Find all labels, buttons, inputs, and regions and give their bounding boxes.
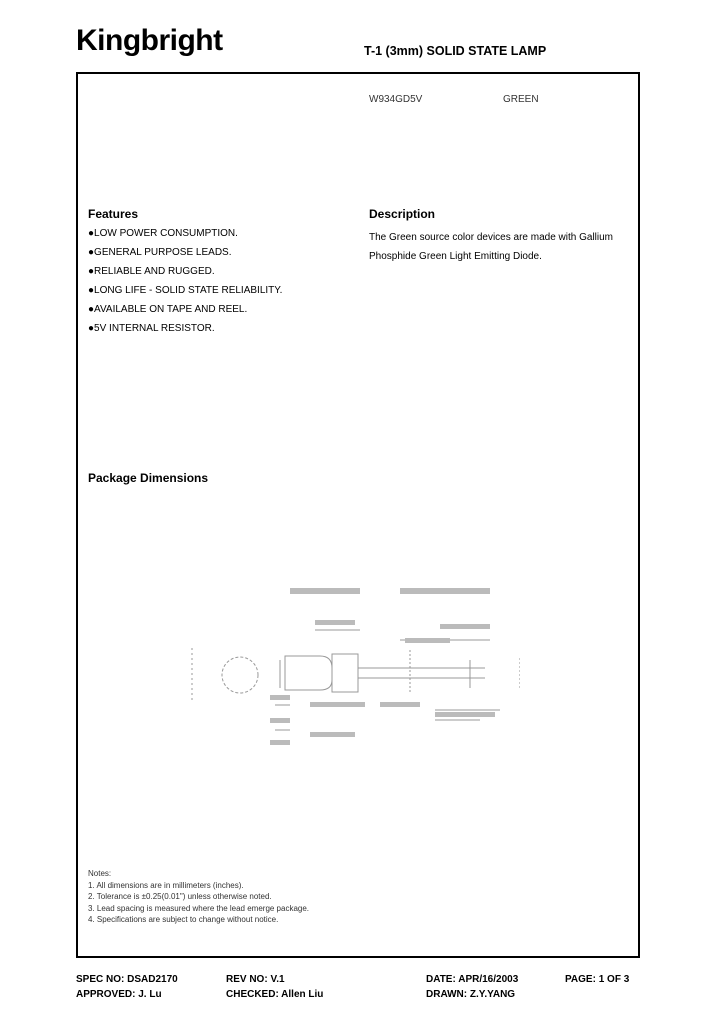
revision-number: REV NO: V.1 [226,974,285,985]
package-dimensions-heading: Package Dimensions [88,471,209,485]
package-dimension-drawing [180,580,520,760]
features-heading: Features [88,207,139,221]
document-title: T-1 (3mm) SOLID STATE LAMP [364,44,547,58]
notes [88,868,309,926]
list-item: ●5V INTERNAL RESISTOR. [88,323,215,334]
description-text: The Green source color devices are made with Gallium Phosphide Green Light Emitting Diode. [369,232,613,262]
kingbright-logo: Kingbright [76,24,223,57]
part-number: W934GD5V [369,94,423,105]
list-item: ●LONG LIFE - SOLID STATE RELIABILITY. [88,285,283,296]
note-item: 2. Tolerance is ±0.25(0.01") unless otherwise noted. [88,892,272,901]
approved-by: APPROVED: J. Lu [76,989,162,1000]
description-heading: Description [369,207,436,221]
emitting-color: GREEN [503,94,539,105]
spec-number: SPEC NO: DSAD2170 [76,974,178,985]
note-item: 4. Specifications are subject to change without notice. [88,915,279,924]
content-frame [76,72,640,958]
list-item: ●GENERAL PURPOSE LEADS. [88,247,232,258]
list-item: ●AVAILABLE ON TAPE AND REEL. [88,304,248,315]
document-date: DATE: APR/16/2003 [426,974,519,985]
note-item: 1. All dimensions are in millimeters (inches). [88,880,244,890]
checked-by: CHECKED: Allen Liu [226,989,324,1000]
list-item: ●LOW POWER CONSUMPTION. [88,228,238,239]
list-item: ●RELIABLE AND RUGGED. [88,266,215,277]
drawn-by: DRAWN: Z.Y.YANG [426,989,516,1000]
note-item: 3. Lead spacing is measured where the lead emerge package. [88,903,310,913]
page-number: PAGE: 1 OF 3 [565,974,630,985]
features-list [88,228,282,342]
notes-heading: Notes: [88,869,112,878]
